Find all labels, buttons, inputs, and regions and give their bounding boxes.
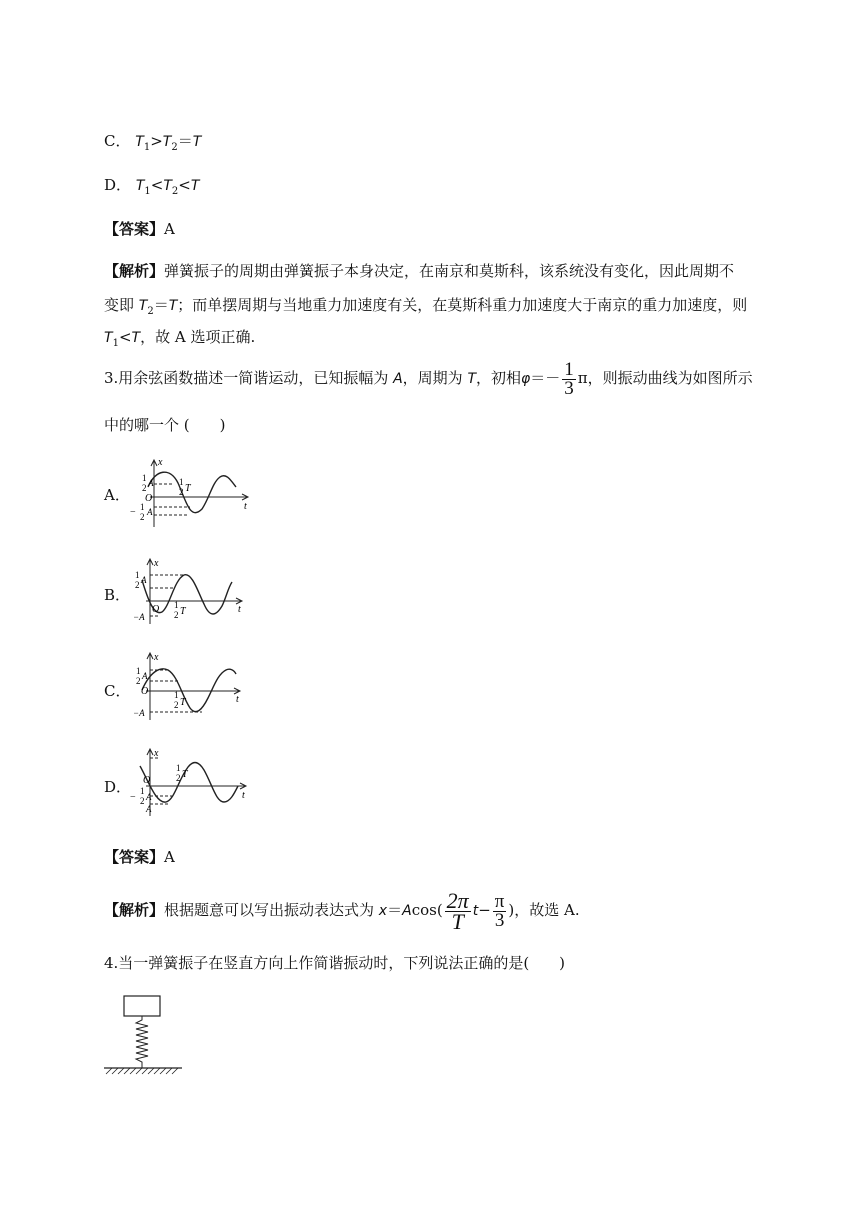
svg-text:1: 1: [135, 570, 140, 580]
svg-text:x: x: [154, 558, 159, 569]
svg-text:A: A: [147, 507, 153, 517]
svg-text:2: 2: [174, 700, 179, 710]
svg-text:−A: −A: [133, 708, 145, 718]
option-c-prev: C． $T_1>T_2=T$: [104, 132, 202, 153]
spring-oscillator-figure: [102, 994, 186, 1080]
question-3-line2: 中的哪一个 ( ): [104, 416, 226, 434]
question-4: 4.当一弹簧振子在竖直方向上作简谐振动时，下列说法正确的是( ): [104, 954, 566, 972]
analysis-2-line1: 【解析】弹簧振子的周期由弹簧振子本身决定，在南京和莫斯科，该系统没有变化，因此周期不: [104, 262, 735, 280]
svg-text:T: T: [185, 483, 191, 494]
svg-text:t: t: [236, 694, 239, 705]
option-d-prev: D． $T_1<T_2<T$: [104, 176, 200, 197]
graph-c: [128, 650, 252, 722]
svg-text:−: −: [130, 507, 136, 518]
svg-text:1: 1: [174, 600, 179, 610]
analysis-2-line3: $T_1<T$，故 A 选项正确.: [104, 328, 256, 349]
answer-2: 【答案】A: [104, 220, 175, 238]
svg-text:t: t: [242, 790, 245, 801]
fraction-pi-over-three: $\frac{\pi}{3}$: [494, 890, 505, 931]
svg-text:O: O: [152, 604, 160, 615]
svg-text:O: O: [141, 686, 149, 697]
svg-text:2: 2: [140, 512, 145, 522]
svg-text:O: O: [145, 493, 153, 504]
svg-text:x: x: [158, 457, 163, 468]
graph-d: [128, 746, 252, 818]
svg-text:T: T: [182, 769, 188, 780]
svg-text:1: 1: [142, 473, 147, 483]
svg-text:1: 1: [140, 786, 145, 796]
svg-text:2: 2: [135, 580, 140, 590]
choice-d-label: D．: [104, 778, 132, 796]
svg-text:1: 1: [179, 477, 184, 487]
svg-text:x: x: [154, 748, 159, 759]
svg-text:O: O: [143, 775, 151, 786]
ground-hatch: [106, 1068, 178, 1074]
svg-text:−A: −A: [133, 612, 145, 622]
svg-text:t: t: [244, 501, 247, 512]
svg-text:2: 2: [136, 676, 141, 686]
svg-text:1: 1: [136, 666, 141, 676]
analysis-2-line2: 变即 $T_2=T$；而单摆周期与当地重力加速度有关，在莫斯科重力加速度大于南京的重力加速度，则: [104, 296, 748, 317]
fraction-two-pi-over-t: $\frac{2\pi}{T}$: [446, 887, 469, 934]
spring: [136, 1016, 148, 1068]
fraction-one-third: $\frac{1}{3}$: [564, 358, 574, 399]
svg-text:t: t: [238, 604, 241, 615]
question-3-line1: 3.用余弦函数描述一简谐运动，已知振幅为 A，周期为 T，初相φ＝－ $\frac{1}{3}$ π，则振动曲线为如图所示: [104, 358, 753, 399]
svg-text:A: A: [146, 792, 152, 802]
svg-text:2: 2: [179, 487, 184, 497]
analysis-3: 【解析】根据题意可以写出振动表达式为 x＝Acos( $\frac{2\pi}{T}$ t− $\frac{\pi}{3}$ )，故选 A.: [104, 887, 580, 934]
svg-text:2: 2: [140, 796, 145, 806]
svg-text:x: x: [154, 652, 159, 663]
graph-a: [128, 457, 252, 529]
svg-text:1: 1: [140, 502, 145, 512]
svg-text:2: 2: [174, 610, 179, 620]
choice-c-label: C．: [104, 682, 131, 700]
graph-b: [128, 556, 252, 628]
svg-text:−: −: [130, 792, 136, 803]
svg-text:A: A: [148, 478, 154, 488]
answer-3: 【答案】A: [104, 848, 175, 866]
choice-b-label: B．: [104, 586, 131, 604]
svg-text:A: A: [142, 671, 148, 681]
svg-text:A: A: [146, 804, 152, 814]
svg-text:1: 1: [174, 690, 179, 700]
svg-text:T: T: [180, 606, 186, 617]
svg-text:2: 2: [142, 483, 147, 493]
svg-text:A: A: [141, 575, 147, 585]
graph-c-curve: [142, 669, 236, 712]
svg-text:2: 2: [176, 773, 181, 783]
svg-text:1: 1: [176, 763, 181, 773]
graph-d-curve: [140, 763, 238, 803]
svg-text:T: T: [180, 697, 186, 708]
block: [124, 996, 160, 1016]
choice-a-label: A．: [104, 486, 130, 504]
